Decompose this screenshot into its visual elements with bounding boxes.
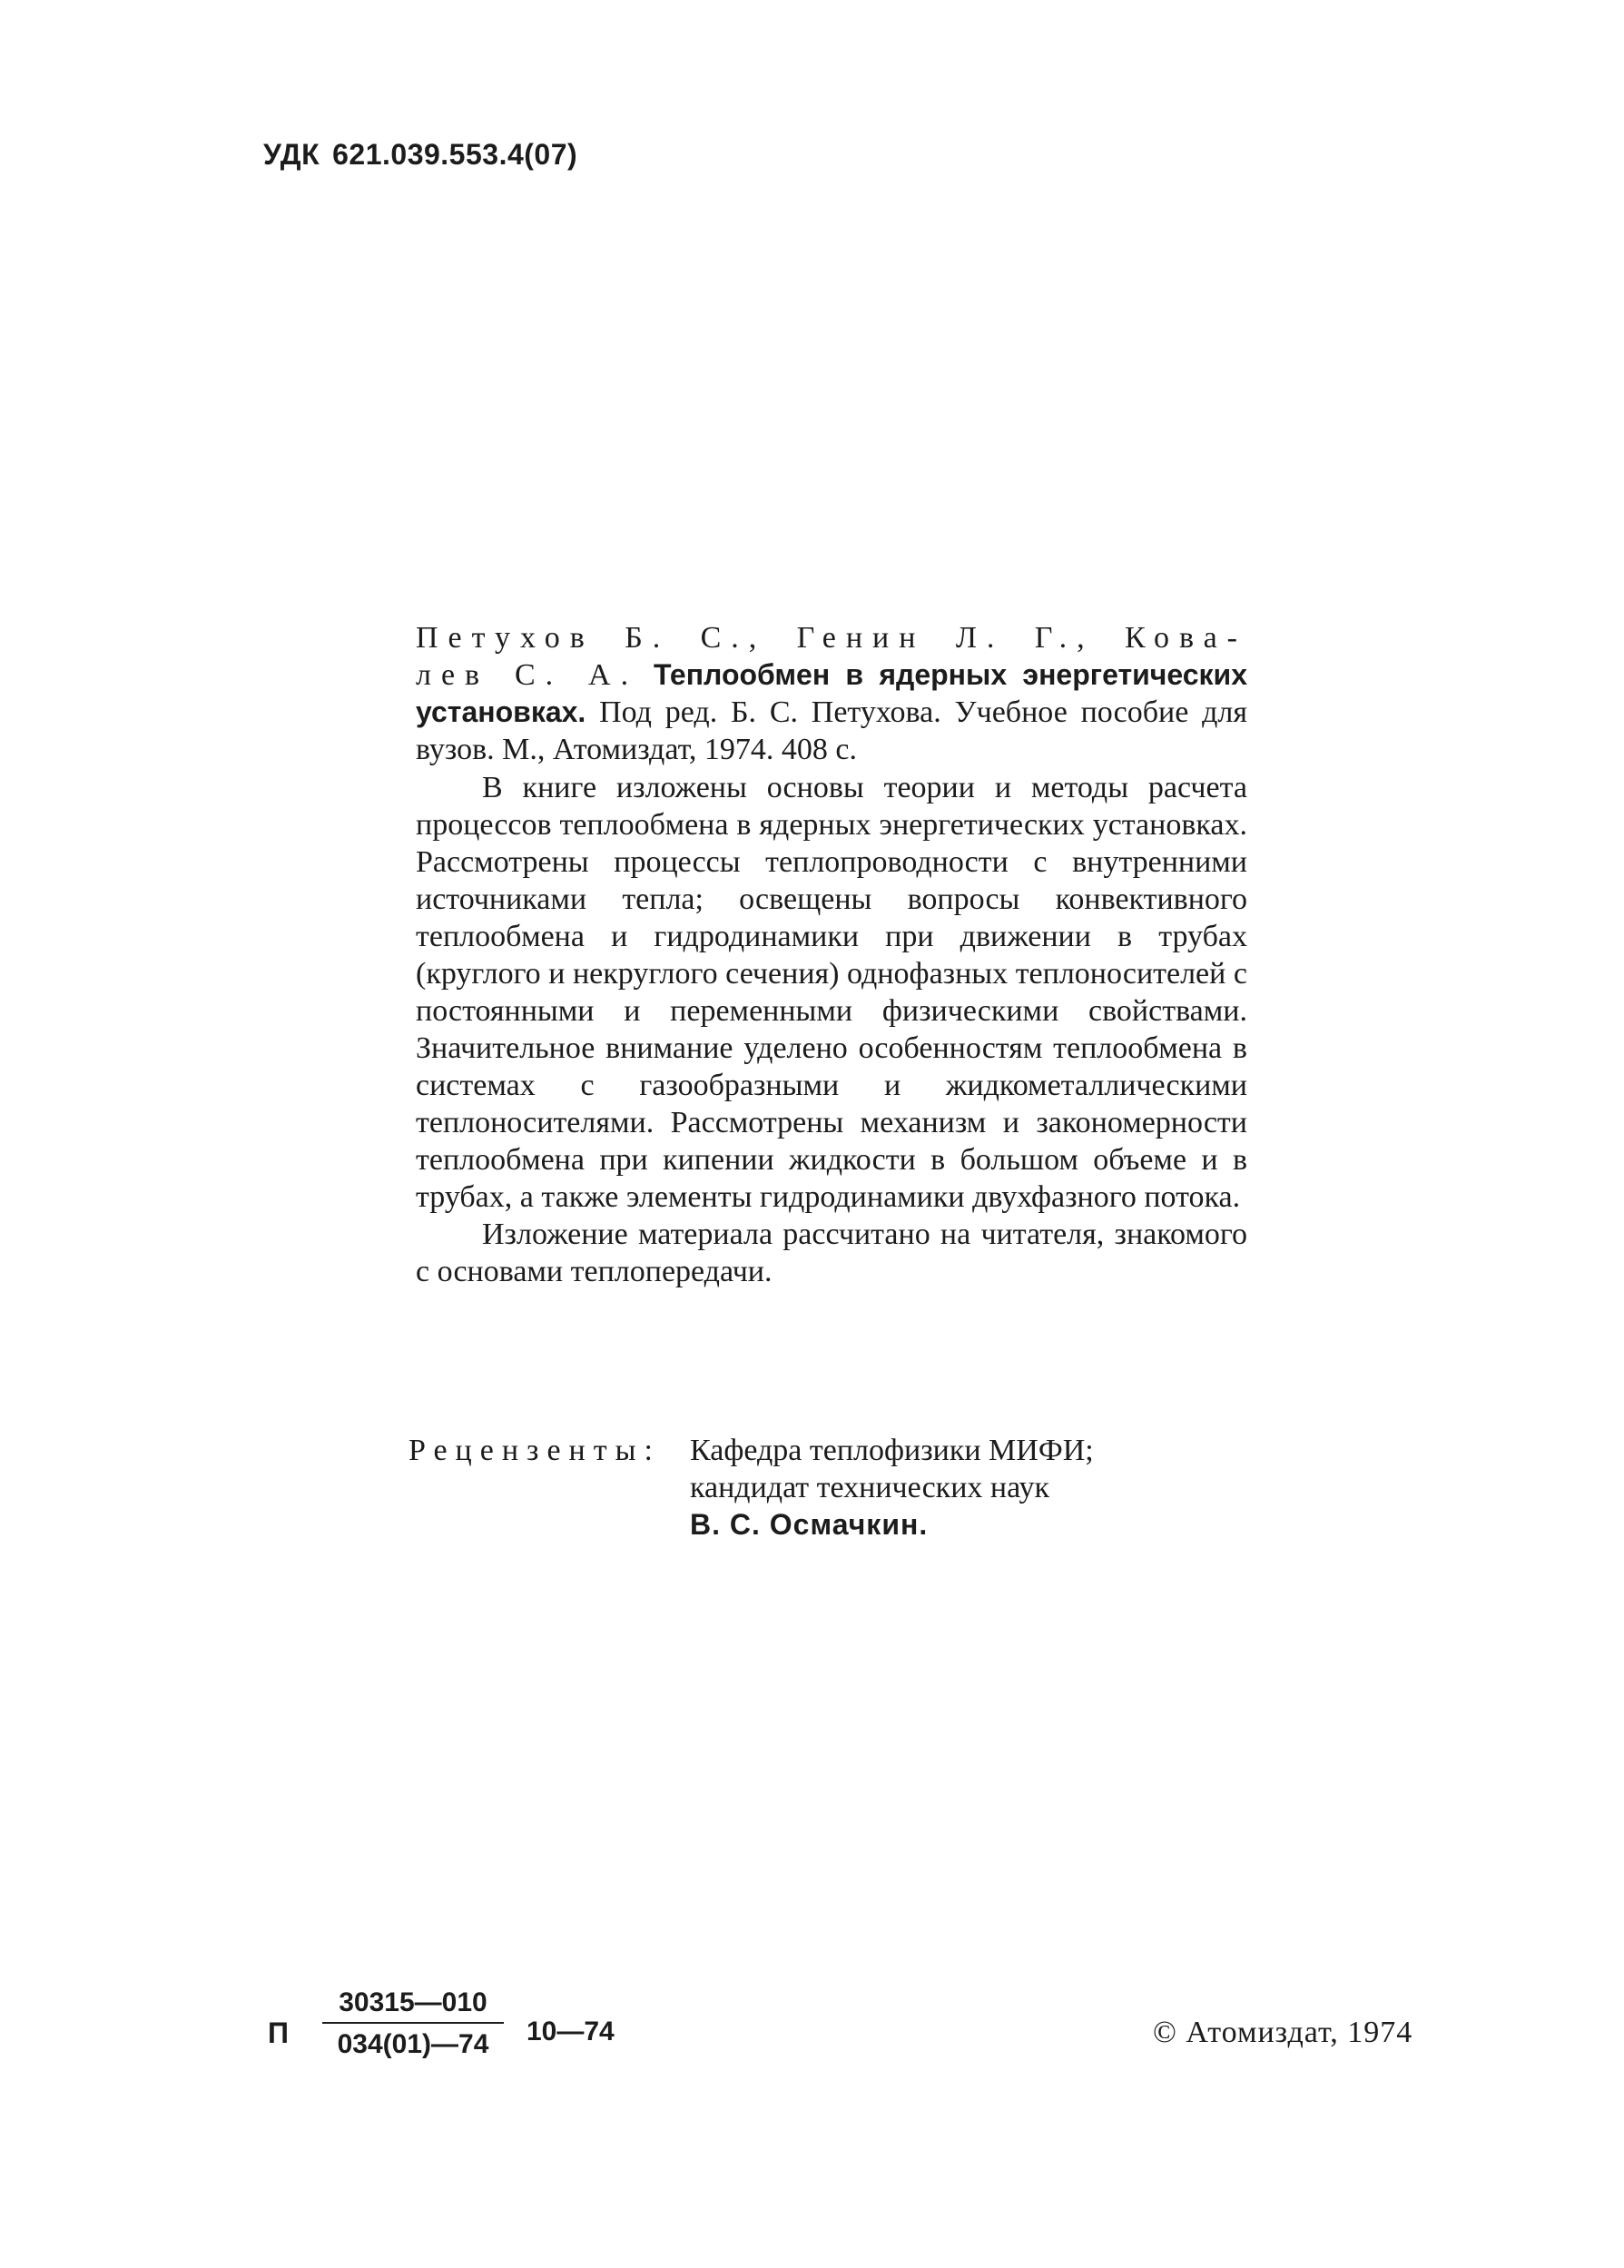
reviewer-1: Кафедра теплофизики МИФИ;	[690, 1434, 1094, 1467]
index-letter: П	[268, 2017, 289, 2049]
reviewer-2-name: В. С. Осмачкин.	[690, 1508, 929, 1541]
abstract	[416, 769, 1247, 1290]
fraction-bar	[322, 2022, 504, 2024]
udk-code: 621.039.553.4(07)	[332, 138, 578, 171]
authors-line2: лев С. А.	[416, 658, 639, 692]
reviewer-2-title: кандидат технических наук	[690, 1471, 1049, 1504]
index-fraction	[322, 1986, 504, 2062]
copyright-notice: © Атомиздат, 1974	[1153, 2016, 1413, 2049]
index-denominator: 034(01)—74	[337, 2029, 489, 2059]
publication-details: Под ред. Б. С. Петухова. Учебное пособие для вузов. М., Атомиздат, 1974. 408 с.	[416, 695, 1248, 766]
udk-label: УДК	[263, 138, 320, 171]
udk-classification	[263, 138, 577, 172]
book-title: Теплообмен в ядерных энергетических установках.	[416, 658, 1248, 728]
reviewers-block	[408, 1432, 1094, 1541]
reviewers-list	[690, 1432, 1094, 1543]
index-numerator: 30315—010	[339, 1987, 487, 2017]
abstract-paragraph-1: В книге изложены основы теории и методы расчета процессов теплообмена в ядерных энергетических установках. Рассмотрены процессы теплопроводности с внутренними источниками тепла; освещены вопросы конвективного теплообмена и гидродинамики при движении в трубах (круглого и некруглого сечения) однофазных теплоносителей с постоянными и переменными физическими свойствами. Значительное внимание уделено особенностям теплообмена в системах с газообразными и жидкометаллическими теплоносителями. Рассмотрены механизм и закономерности теплообмена при кипении жидкости в большом объеме и в трубах, а также элементы гидродинамики двухфазного потока.	[416, 771, 1247, 1214]
reviewers-label: Рецензенты:	[408, 1434, 661, 1467]
abstract-paragraph-2: Изложение материала рассчитано на читателя, знакомого с основами теплопередачи.	[416, 1218, 1247, 1288]
index-suffix: 10—74	[527, 2017, 615, 2046]
authors-line1: Петухов Б. С., Генин Л. Г., Кова-	[416, 621, 1247, 655]
bibliographic-entry	[416, 619, 1247, 768]
